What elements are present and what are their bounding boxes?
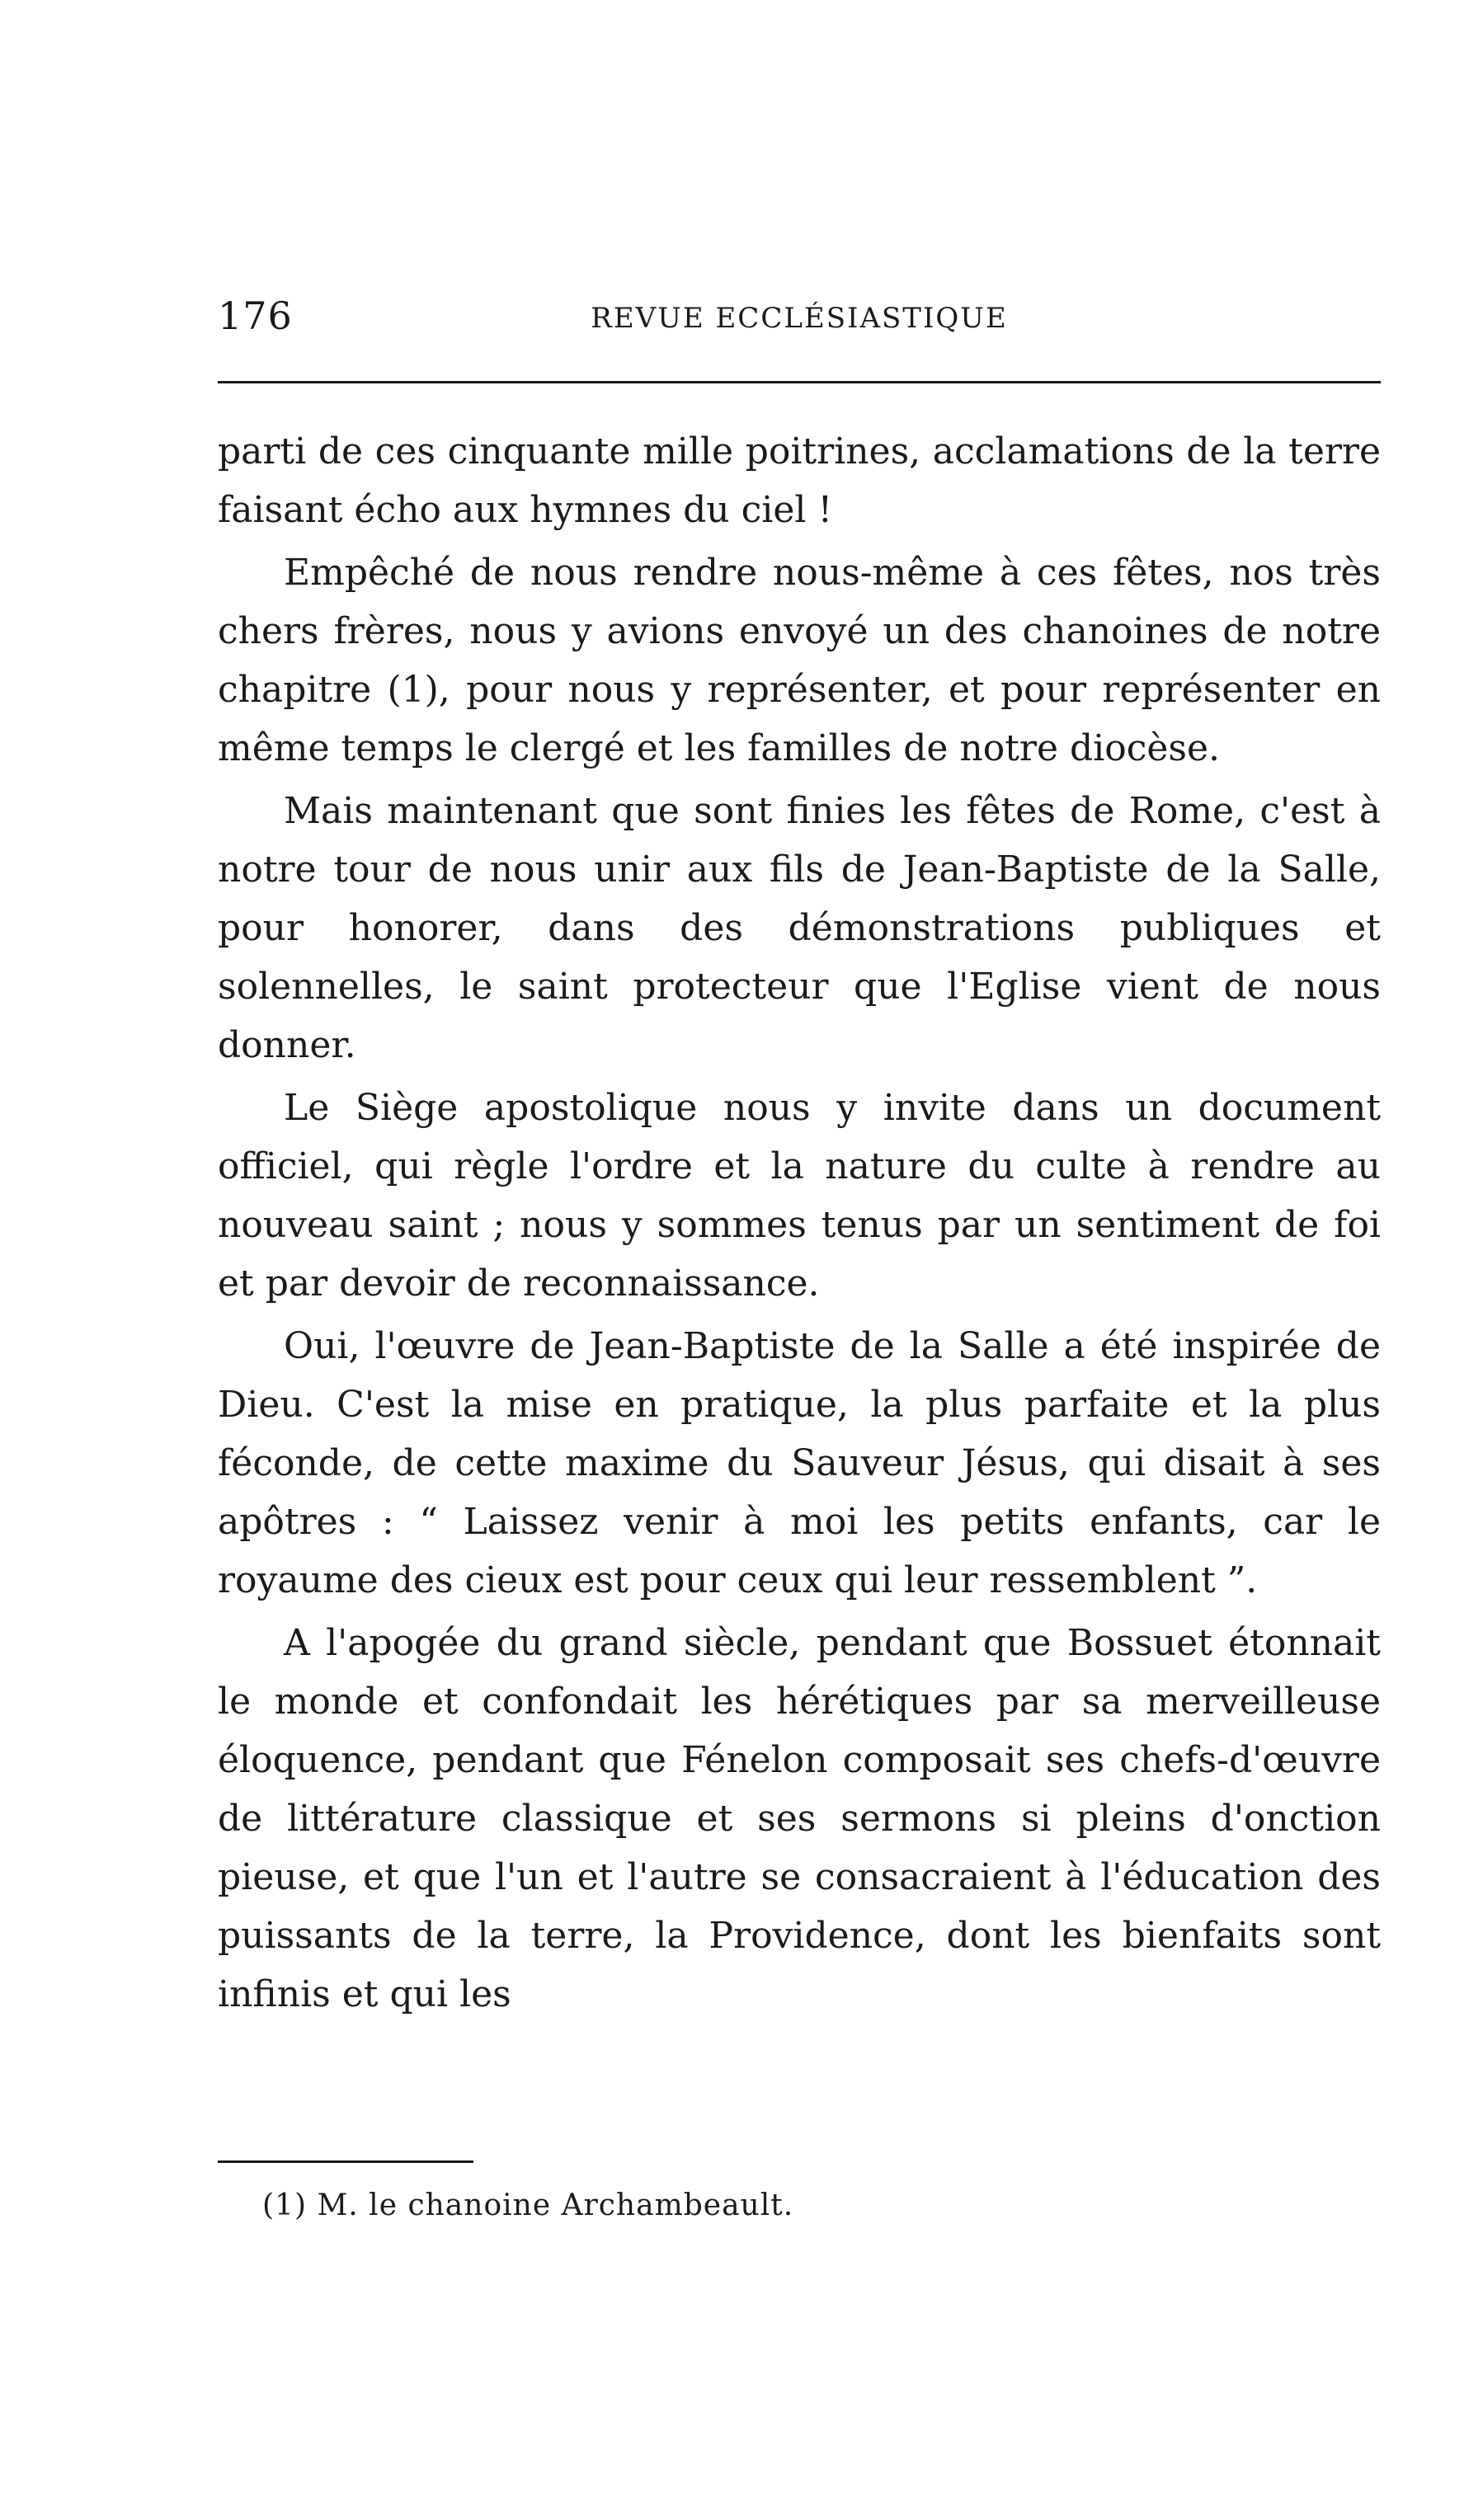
paragraph: A l'apogée du grand siècle, pendant que Bossuet étonnait le monde et confondait les hérétiques par sa merveilleuse éloquence, pendant que Fénelon composait ses chefs-d'œuvre de littérature classique et ses sermons si pleins d'onction pieuse, et que l'un et l'autre se consacraient à l'éducation des puissants de la terre, la Providence, dont les bienfaits sont infinis et qui les	[218, 1622, 1381, 2015]
body-text	[218, 422, 1381, 2028]
journal-title: REVUE ECCLÉSIASTIQUE	[591, 302, 1008, 335]
running-head	[218, 294, 1381, 351]
footnote: (1) M. le chanoine Archambeault.	[262, 2189, 794, 2222]
header-divider	[218, 381, 1381, 383]
paragraph: Oui, l'œuvre de Jean-Baptiste de la Salle a été inspirée de Dieu. C'est la mise en pratique, la plus parfaite et la plus féconde, de cette maxime du Sauveur Jésus, qui disait à ses apôtres : “ Laissez venir à moi les petits enfants, car le royaume des cieux est pour ceux qui leur ressemblent ”.	[218, 1325, 1381, 1601]
paragraph: parti de ces cinquante mille poitrines, acclamations de la terre faisant écho aux hymnes du ciel !	[218, 430, 1381, 531]
paragraph: Empêché de nous rendre nous-même à ces fêtes, nos très chers frères, nous y avions envoyé un des chanoines de notre chapitre (1), pour nous y représenter, et pour représenter en même temps le clergé et les familles de notre diocèse.	[218, 552, 1381, 769]
paragraph: Le Siège apostolique nous y invite dans un document officiel, qui règle l'ordre et la nature du culte à rendre au nouveau saint ; nous y sommes tenus par un sentiment de foi et par devoir de reconnaissance.	[218, 1087, 1381, 1305]
paragraph: Mais maintenant que sont finies les fêtes de Rome, c'est à notre tour de nous unir aux fils de Jean-Baptiste de la Salle, pour honorer, dans des démonstrations publiques et solennelles, le saint protecteur que l'Eglise vient de nous donner.	[218, 790, 1381, 1066]
page-number: 176	[218, 294, 293, 338]
footnote-divider	[218, 2160, 473, 2163]
